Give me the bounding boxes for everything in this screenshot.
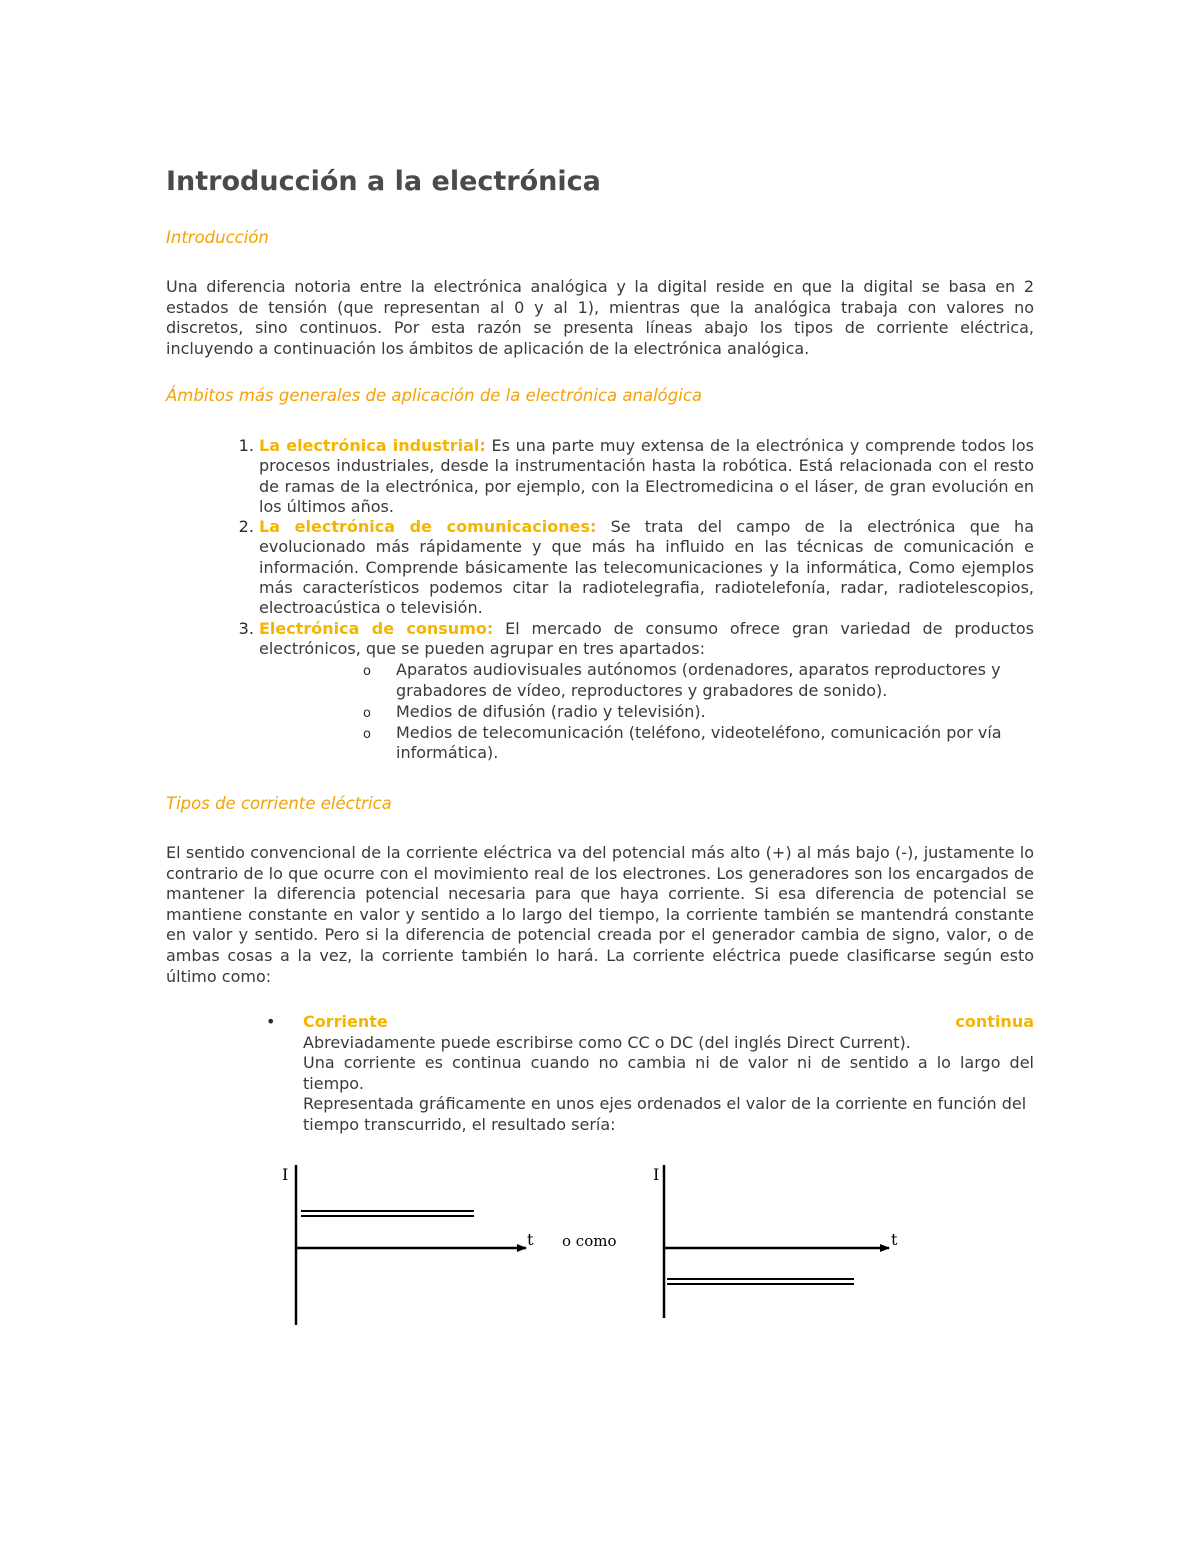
y-axis-label: I: [653, 1165, 660, 1184]
item-label: Electrónica de consumo:: [259, 618, 494, 638]
page-title: Introducción a la electrónica: [166, 166, 601, 197]
sub-list-item: o Aparatos audiovisuales autónomos (ordenadores, aparatos reproductores y grabadores de vídeo, reproductores y grabadores de sonido).: [363, 660, 1001, 700]
x-axis-label: t: [527, 1230, 534, 1249]
bullet-line: Representada gráficamente en unos ejes ordenados el valor de la corriente en función del tiempo transcurrido, el resultado sería:: [303, 1094, 1027, 1134]
intro-heading: Introducción: [166, 228, 269, 247]
y-axis-label: I: [282, 1165, 289, 1184]
intro-paragraph: Una diferencia notoria entre la electrónica analógica y la digital reside en que la digital se basa en 2 estados de tensión (que representan al 0 y al 1), mientras que la analógica trabaja con valores no discretos, sino continuos. Por esta razón se presenta líneas abajo los tipos de corriente eléctrica, incluyendo a continuación los ámbitos de aplicación de la electrónica analógica.: [166, 277, 1034, 358]
item-text: El mercado de consumo ofrece gran variedad de productos electrónicos, que se pueden agrupar en tres apartados:: [259, 618, 1034, 658]
bullet-line: Una corriente es continua cuando no cambia ni de valor ni de sentido a lo largo del tiempo.: [303, 1053, 1034, 1093]
sub-list-item: o Medios de difusión (radio y televisión).: [396, 701, 1034, 722]
sub-list-item: o Medios de telecomunicación (teléfono, videoteléfono, comunicación por vía informática).: [363, 723, 1002, 763]
bullet-title: Corriente continua: [303, 1012, 1034, 1031]
circle-bullet-icon: o: [363, 727, 371, 743]
graph-negative: [653, 1165, 898, 1318]
item-text: Es una parte muy extensa de la electrónica y comprende todos los procesos industriales, desde la instrumentación hasta la robótica. Está relacionada con el resto de ramas de la electrónica, por ejemplo, con la Electromedicina o el láser, de gran evolución en los últimos años.: [259, 436, 1035, 516]
connector-text: o como: [562, 1232, 617, 1250]
types-paragraph: El sentido convencional de la corriente eléctrica va del potencial más alto (+) al más bajo (-), justamente lo contrario de lo que ocurre con el movimiento real de los electrones. Los generadores son los encargados de mantener la diferencia potencial necesaria para que haya corriente. Si esa diferencia de potencial se mantiene constante en valor y sentido a lo largo del tiempo, la corriente también se mantendrá constante en valor y sentido. Pero si la diferencia de potencial creada por el generador cambia de signo, valor, o de ambas cosas a la vez, la corriente también lo hará. La corriente eléctrica puede clasificarse según esto último como:: [166, 843, 1034, 986]
item-text: Se trata del campo de la electrónica que ha evolucionado más rápidamente y que más ha influido en las técnicas de comunicación e información. Comprende básicamente las telecomunicaciones y la informática, Como ejemplos más característicos podemos citar la radiotelegrafia, radiotelefonía, radar, radiotelescopios, electroacústica o televisión.: [259, 517, 1035, 618]
circle-bullet-icon: o: [363, 664, 371, 680]
graph-positive: [282, 1165, 534, 1325]
item-label: La electrónica industrial:: [259, 436, 486, 455]
bullet-icon: •: [266, 1012, 276, 1031]
areas-heading: Ámbitos más generales de aplicación de la electrónica analógica: [166, 386, 703, 405]
x-axis-label: t: [891, 1230, 898, 1249]
circle-bullet-icon: o: [363, 705, 371, 721]
types-heading: Tipos de corriente eléctrica: [166, 794, 392, 813]
bullet-line: Abreviadamente puede escribirse como CC o DC (del inglés Direct Current).: [303, 1032, 911, 1052]
item-label: La electrónica de comunicaciones:: [259, 517, 597, 537]
